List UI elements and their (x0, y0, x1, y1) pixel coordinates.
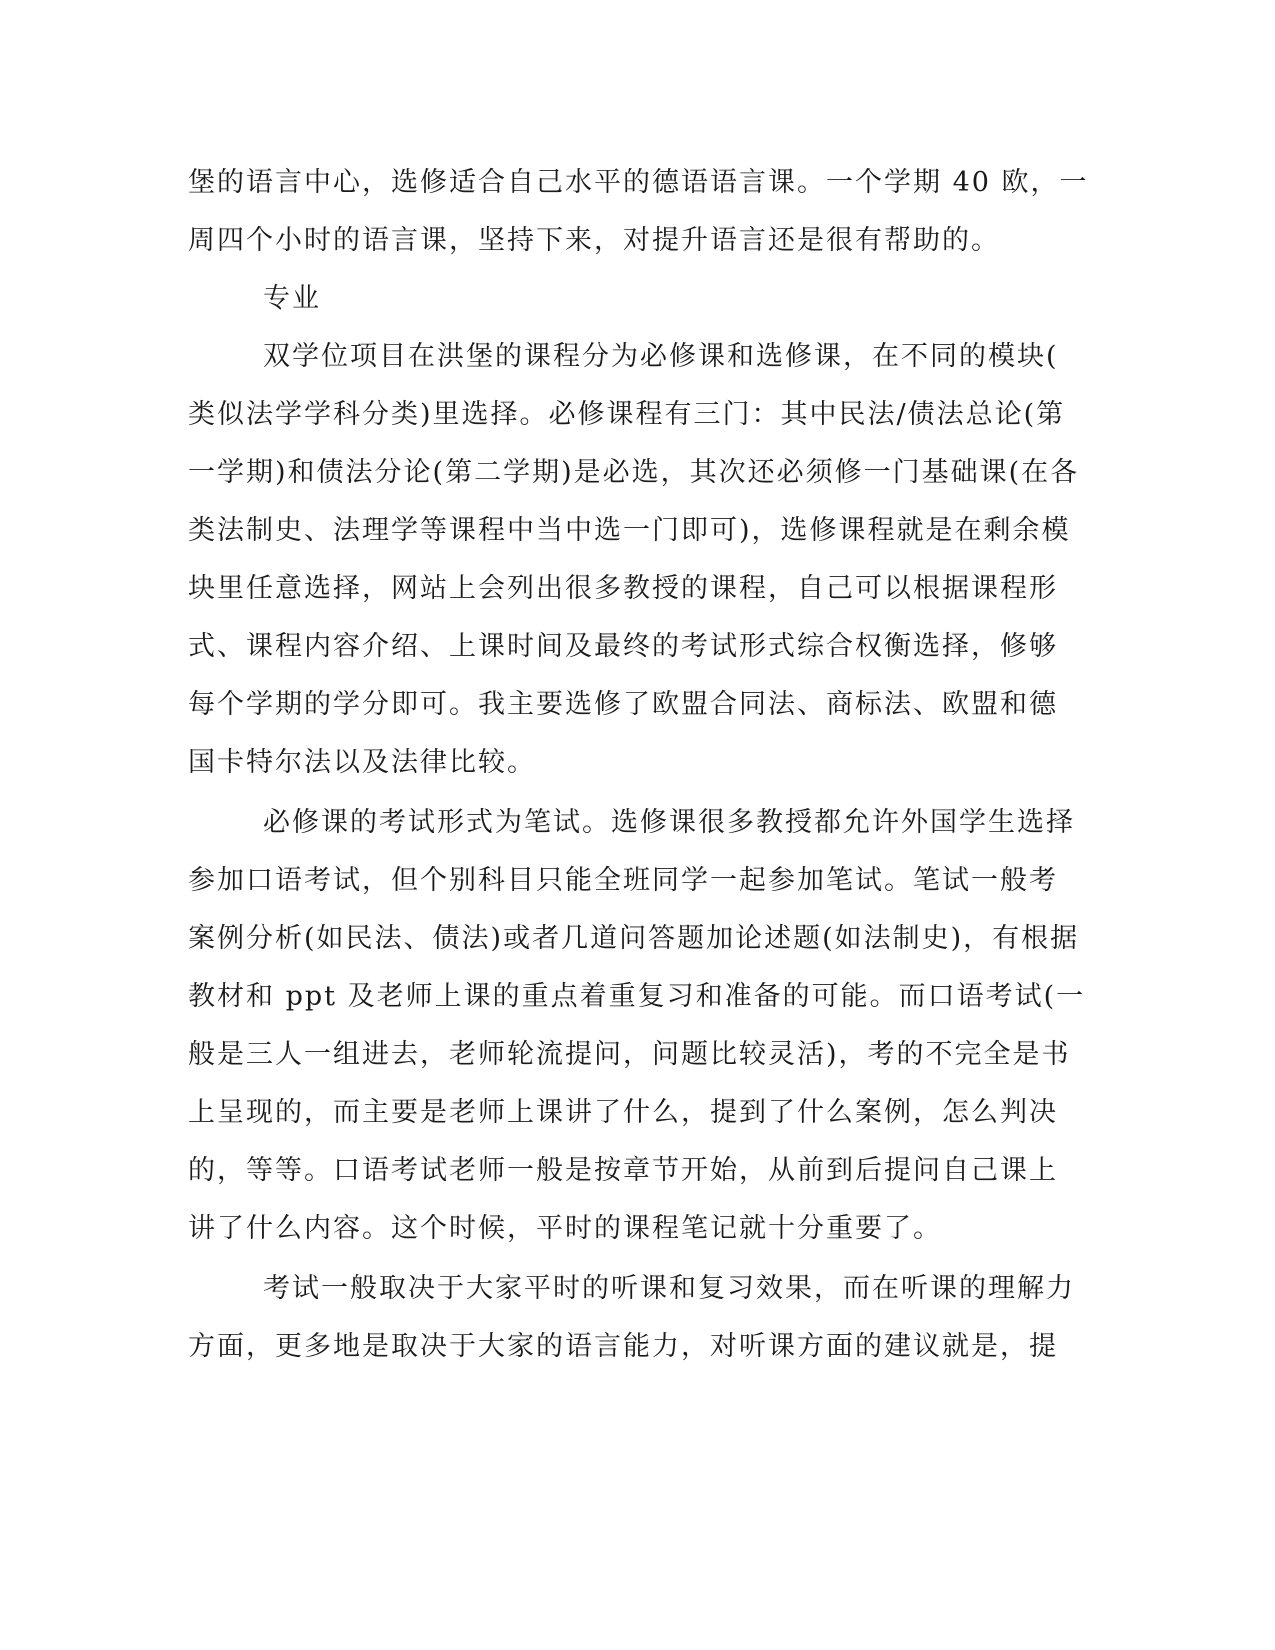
paragraph-line: 的，等等。口语考试老师一般是按章节开始，从前到后提问自己课上 (188, 1155, 1058, 1186)
paragraph-line: 国卡特尔法以及法律比较。 (188, 747, 536, 778)
paragraph-line: 讲了什么内容。这个时候，平时的课程笔记就十分重要了。 (188, 1213, 942, 1244)
paragraph-line: 考试一般取决于大家平时的听课和复习效果，而在听课的理解力 (263, 1273, 1075, 1304)
paragraph-line: 双学位项目在洪堡的课程分为必修课和选修课，在不同的模块( (263, 341, 1059, 372)
paragraph-line: 周四个小时的语言课，坚持下来，对提升语言还是很有帮助的。 (188, 225, 1000, 256)
paragraph-line: 类似法学学科分类)里选择。必修课程有三门：其中民法/债法总论(第 (188, 399, 1066, 430)
paragraph-line: 必修课的考试形式为笔试。选修课很多教授都允许外国学生选择 (263, 807, 1075, 838)
paragraph-line: 块里任意选择，网站上会列出很多教授的课程，自己可以根据课程形 (188, 573, 1058, 604)
section-heading: 专业 (263, 283, 321, 314)
paragraph-line: 式、课程内容介绍、上课时间及最终的考试形式综合权衡选择，修够 (188, 631, 1058, 662)
paragraph-line: 上呈现的，而主要是老师上课讲了什么，提到了什么案例，怎么判决 (188, 1097, 1058, 1128)
paragraph-line: 每个学期的学分即可。我主要选修了欧盟合同法、商标法、欧盟和德 (188, 689, 1058, 720)
paragraph-line: 方面，更多地是取决于大家的语言能力，对听课方面的建议就是，提 (188, 1331, 1058, 1362)
paragraph-line: 般是三人一组进去，老师轮流提问，问题比较灵活)，考的不完全是书 (188, 1039, 1071, 1070)
paragraph-line: 案例分析(如民法、债法)或者几道问答题加论述题(如法制史)，有根据 (188, 923, 1080, 954)
paragraph-line: 教材和 ppt 及老师上课的重点着重复习和准备的可能。而口语考试(一 (188, 981, 1086, 1012)
paragraph-line: 参加口语考试，但个别科目只能全班同学一起参加笔试。笔试一般考 (188, 865, 1058, 896)
paragraph-line: 类法制史、法理学等课程中当中选一门即可)，选修课程就是在剩余模 (188, 515, 1071, 546)
paragraph-line: 一学期)和债法分论(第二学期)是必选，其次还必须修一门基础课(在各 (188, 457, 1080, 488)
paragraph-line: 堡的语言中心，选修适合自己水平的德语语言课。一个学期 40 欧，一 (188, 167, 1089, 198)
